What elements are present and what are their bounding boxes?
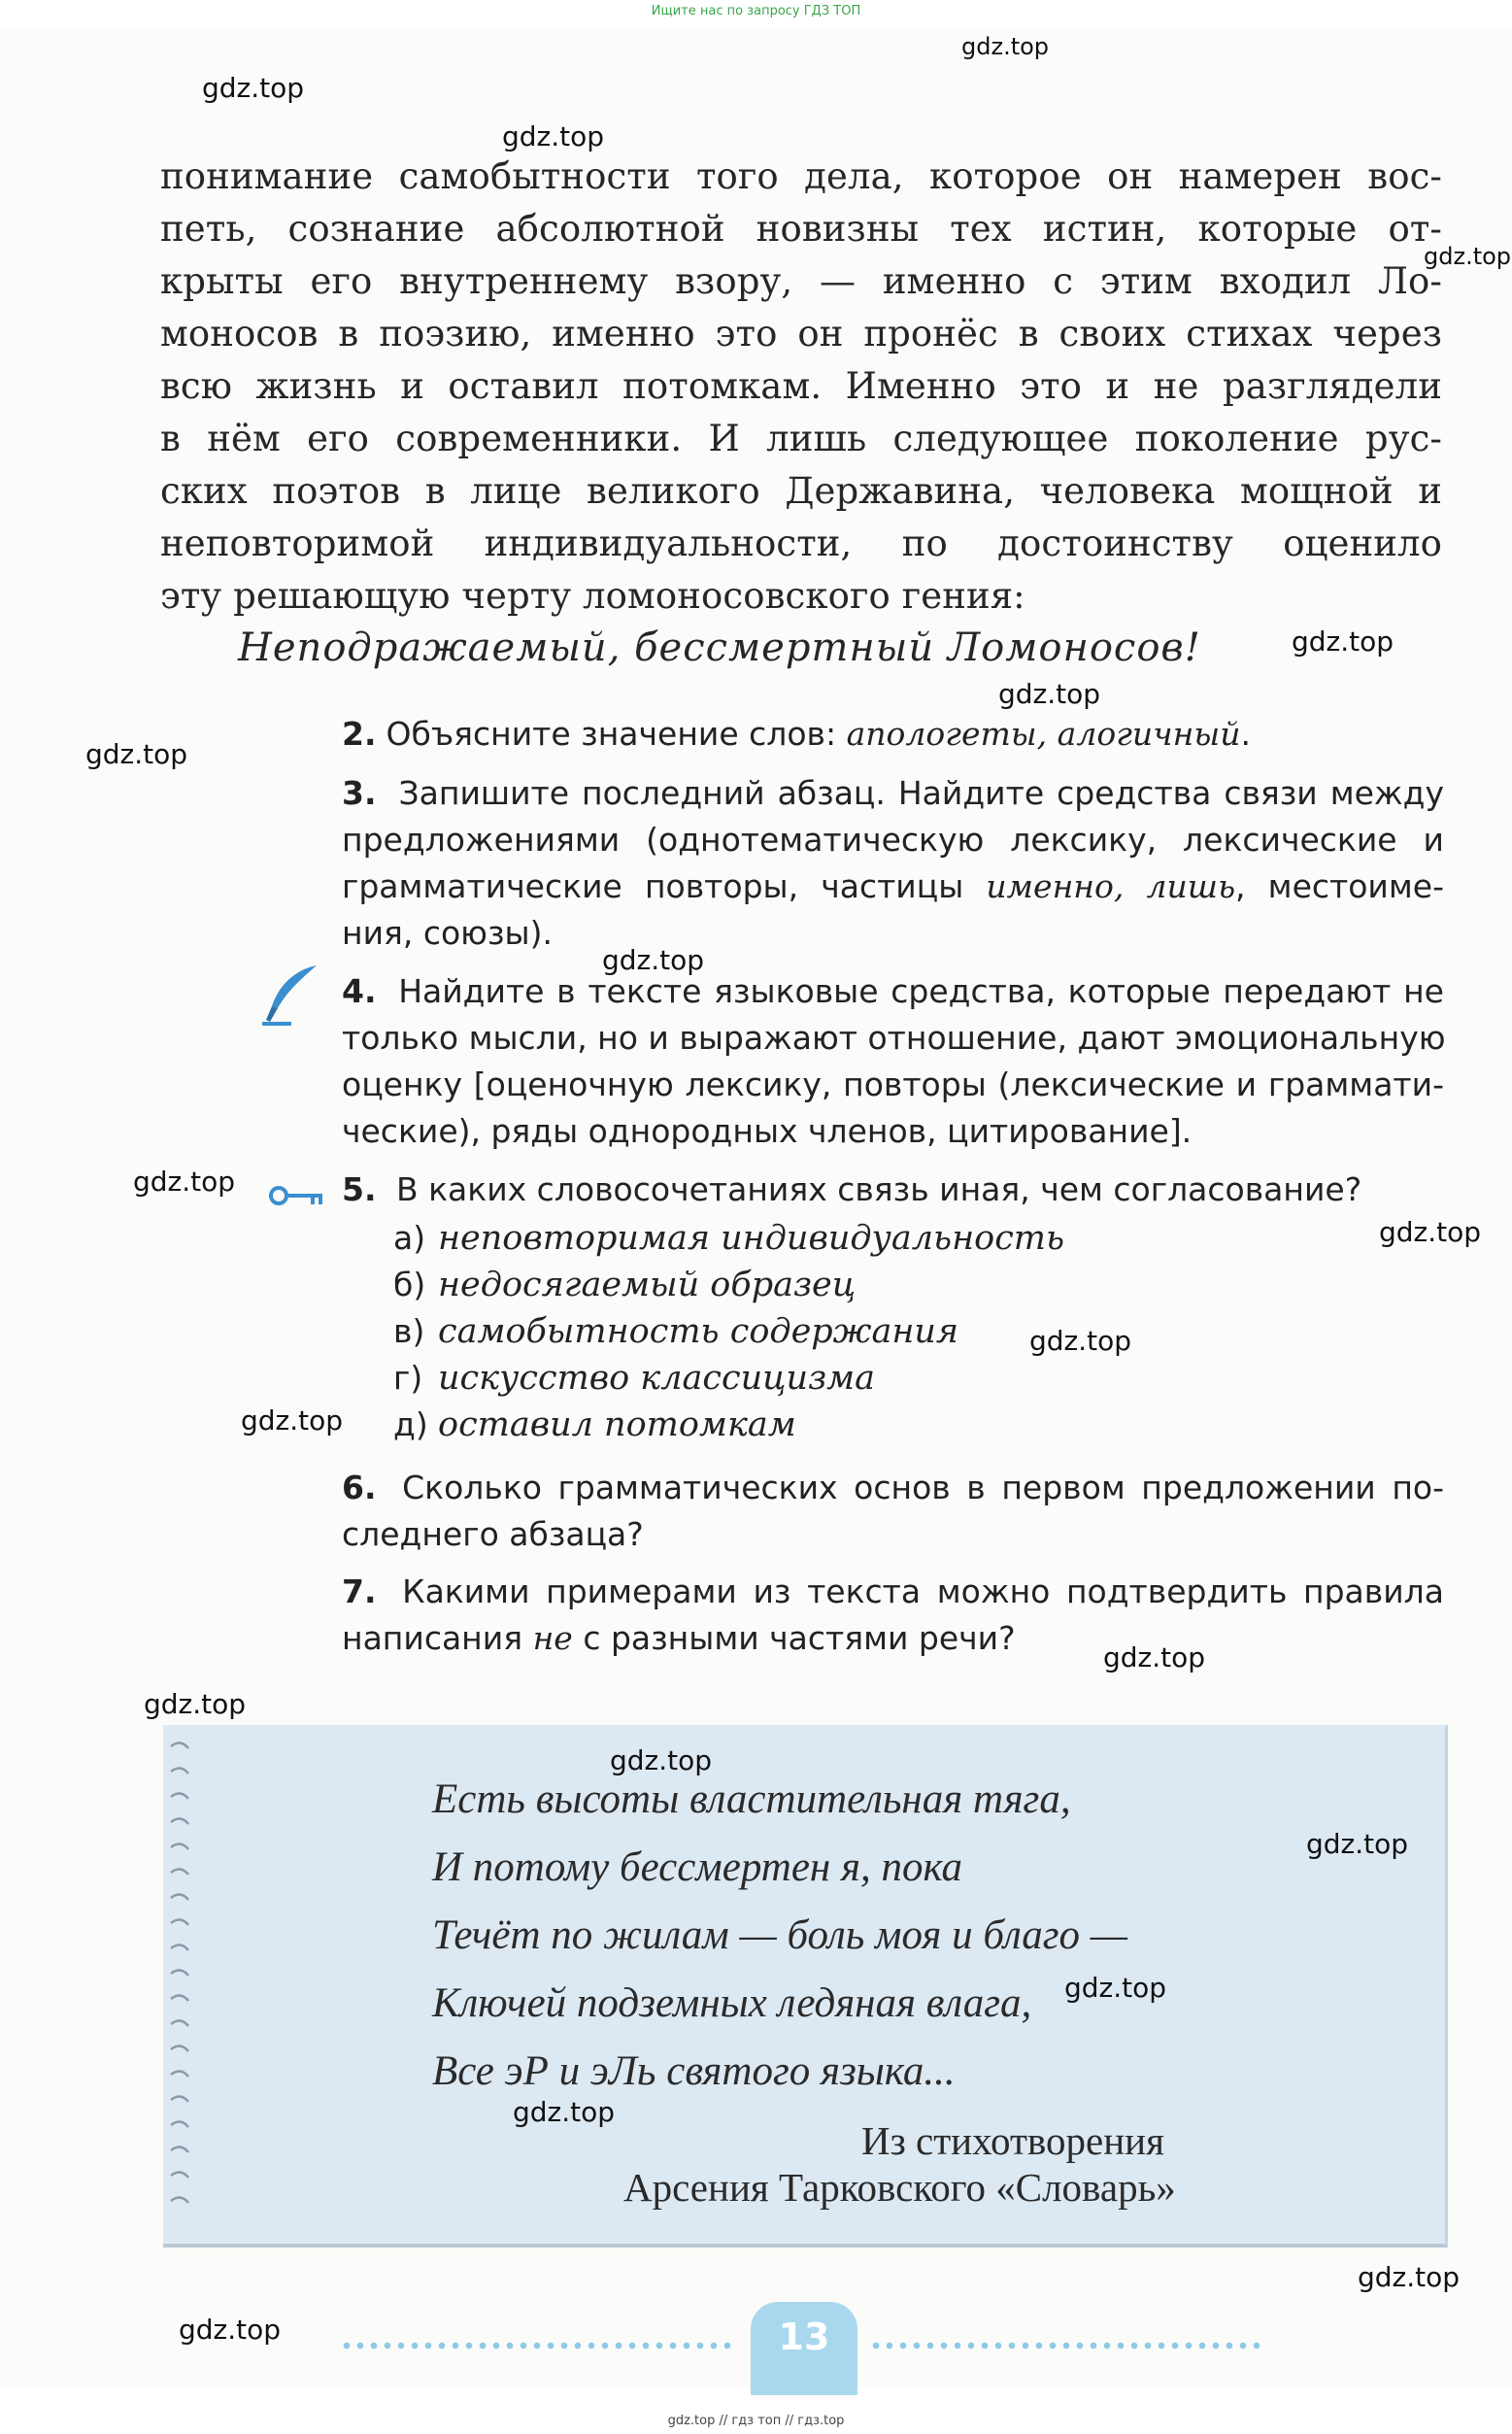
watermark: gdz.top <box>1424 243 1512 270</box>
watermark: gdz.top <box>144 1688 247 1720</box>
poem-line: Есть высоты властительная тяга, <box>432 1776 1071 1822</box>
poem-line: Течёт по жилам — боль моя и благо — <box>432 1912 1127 1958</box>
answer-option: а) неповторимая индивидуальность <box>393 1219 1065 1258</box>
question-number: 2. <box>342 715 377 753</box>
watermark: gdz.top <box>1306 1828 1409 1860</box>
question-number: 5. <box>342 1170 377 1208</box>
question-3-line: грамматические повторы, частицы именно, лишь, местоиме- <box>342 867 1444 905</box>
watermark: gdz.top <box>1064 1972 1167 2004</box>
question-number: 7. <box>342 1572 377 1610</box>
paragraph-line: понимание самобытности того дела, которое он намерен вос- <box>160 155 1442 197</box>
watermark: gdz.top <box>133 1166 236 1198</box>
watermark: gdz.top <box>179 2314 282 2346</box>
paragraph-line: ских поэтов в лице великого Державина, человека мощной и <box>160 470 1442 512</box>
question-3-line: ния, союзы). <box>342 914 553 952</box>
watermark: gdz.top <box>502 120 605 152</box>
question-7-line: 7. Какими примерами из текста можно подтвердить правила <box>342 1572 1444 1610</box>
question-4-line: ческие), ряды однородных членов, цитирование]. <box>342 1112 1193 1150</box>
question-number: 3. <box>342 774 377 812</box>
question-6-line: 6. Сколько грамматических основ в первом предложении по- <box>342 1469 1445 1506</box>
watermark: gdz.top <box>1292 625 1394 658</box>
watermark: gdz.top <box>513 2096 616 2128</box>
watermark: gdz.top <box>998 678 1101 710</box>
watermark: gdz.top <box>1103 1641 1206 1673</box>
watermark: gdz.top <box>602 944 705 976</box>
watermark: gdz.top <box>1029 1325 1132 1357</box>
answer-option: г) искусство классицизма <box>393 1359 876 1398</box>
dotted-rule-right <box>869 2341 1267 2350</box>
page-number: 13 <box>778 2316 830 2358</box>
question-2: 2. Объясните значение слов: апологеты, алогичный. <box>342 715 1252 753</box>
answer-option: в) самобытность содержания <box>393 1312 959 1351</box>
paragraph-line: в нём его современники. И лишь следующее поколение рус- <box>160 418 1442 459</box>
watermark: gdz.top <box>85 738 188 770</box>
quill-pen-icon <box>258 963 320 1028</box>
notebook-rings-decoration <box>167 1739 194 2224</box>
paragraph-line: крыты его внутреннему взору, — именно с этим входил Ло- <box>160 260 1442 302</box>
question-4-line: 4. Найдите в тексте языковые средства, которые передают не <box>342 972 1444 1010</box>
watermark: gdz.top <box>1379 1216 1482 1248</box>
dotted-rule-left <box>340 2341 738 2350</box>
watermark: gdz.top <box>610 1744 713 1776</box>
question-4-line: только мысли, но и выражают отношение, дают эмоциональную <box>342 1019 1446 1057</box>
question-4-line: оценку [оценочную лексику, повторы (лексические и граммати- <box>342 1065 1444 1103</box>
question-number: 6. <box>342 1469 377 1506</box>
answer-option: д) оставил потомкам <box>393 1405 796 1444</box>
poem-attribution: Из стихотворения <box>861 2118 1164 2163</box>
poem-attribution: Арсения Тарковского «Словарь» <box>623 2165 1176 2210</box>
paragraph-line: эту решающую черту ломоносовского гения: <box>160 575 1025 617</box>
paragraph-line: неповторимой индивидуальности, по достоинству оценило <box>160 523 1442 564</box>
question-3-line: предложениями (однотематическую лексику, лексические и <box>342 821 1444 859</box>
question-6-line: следнего абзаца? <box>342 1515 644 1553</box>
question-3-line: 3. Запишите последний абзац. Найдите средства связи между <box>342 774 1445 812</box>
watermark: gdz.top <box>202 72 305 104</box>
watermark: gdz.top <box>961 33 1050 60</box>
watermark: gdz.top <box>1358 2261 1461 2293</box>
answer-option: б) недосягаемый образец <box>393 1266 857 1304</box>
header-note: Ищите нас по запросу ГДЗ ТОП <box>651 4 861 18</box>
key-icon <box>268 1183 326 1208</box>
question-7-line: написания не с разными частями речи? <box>342 1619 1016 1657</box>
paragraph-line: моносов в поэзию, именно это он пронёс в своих стихах через <box>160 313 1442 355</box>
paragraph-line: петь, сознание абсолютной новизны тех истин, которые от- <box>160 208 1442 250</box>
quote-line: Неподражаемый, бессмертный Ломоносов! <box>238 625 1201 670</box>
watermark: gdz.top <box>241 1404 344 1437</box>
poem-line: Все эР и эЛь святого языка... <box>432 2048 956 2094</box>
poem-line: И потому бессмертен я, пока <box>432 1844 963 1890</box>
question-5: 5. В каких словосочетаниях связь иная, чем согласование? <box>342 1170 1362 1208</box>
footer-note: gdz.top // гдз топ // гдз.top <box>667 2414 845 2428</box>
paragraph-line: всю жизнь и оставил потомкам. Именно это и не разглядели <box>160 365 1442 407</box>
poem-line: Ключей подземных ледяная влага, <box>432 1980 1032 2026</box>
question-number: 4. <box>342 972 377 1010</box>
